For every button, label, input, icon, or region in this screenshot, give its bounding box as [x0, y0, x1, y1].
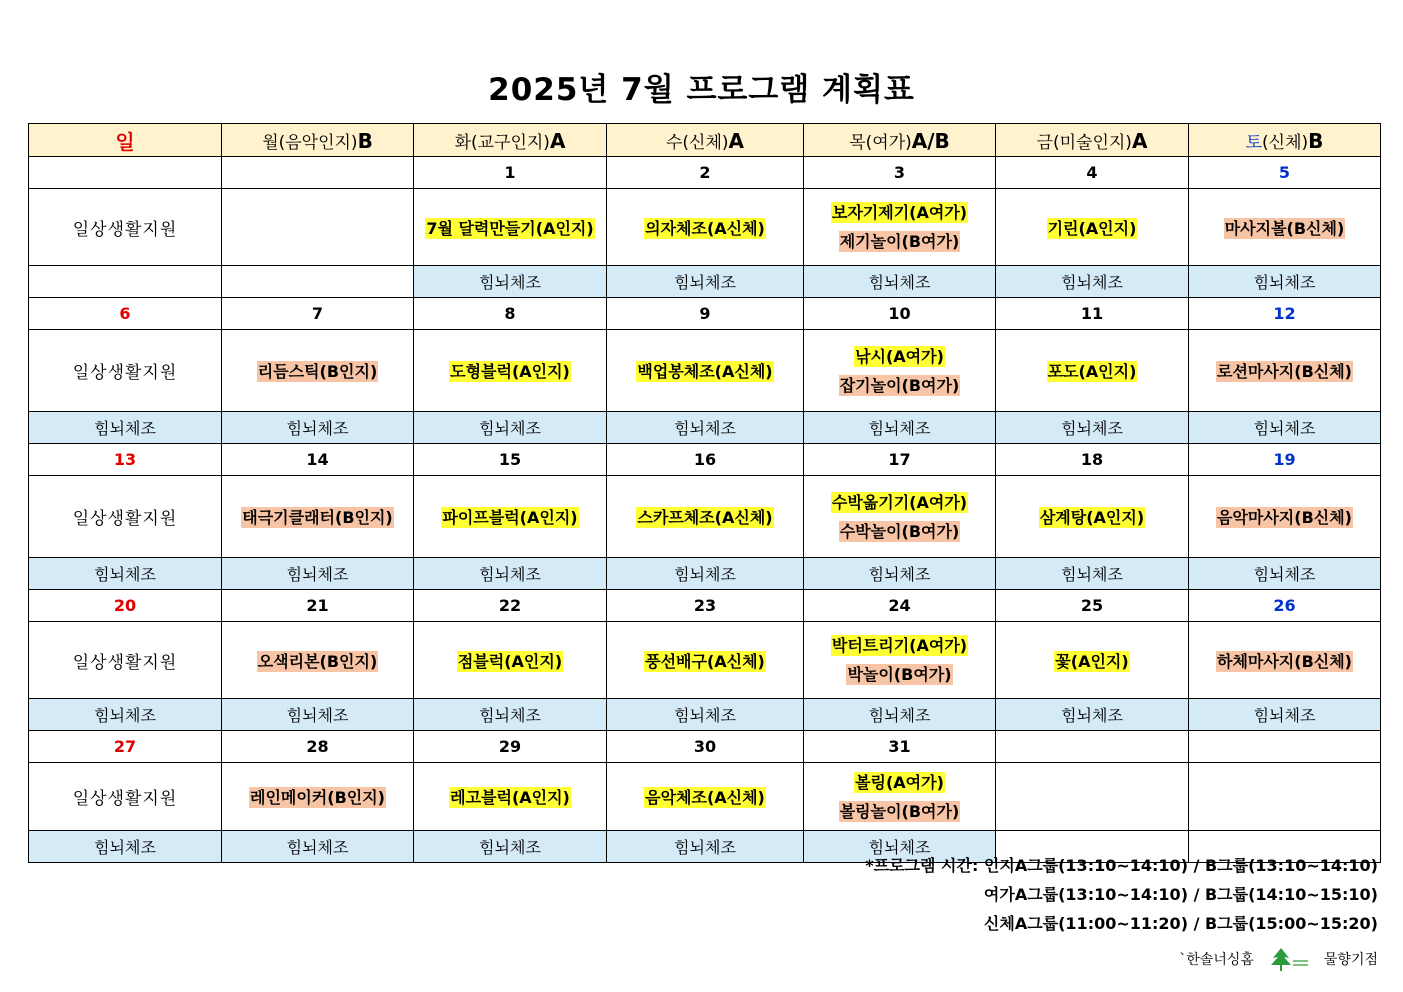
activity-cell: [996, 763, 1189, 831]
activity-label: 일상생활지원: [72, 219, 178, 240]
date-cell: 11: [996, 298, 1189, 330]
exercise-row: [29, 699, 1381, 731]
activity-label: 레인메이커(B인지): [249, 788, 385, 807]
exercise-cell: 힘뇌체조: [222, 699, 414, 731]
branch-name: 물향기점: [1323, 952, 1378, 968]
activity-label: 음악마사지(B신체): [1216, 508, 1352, 527]
exercise-cell: 힘뇌체조: [1189, 699, 1381, 731]
activity-cell: [607, 622, 804, 699]
activity-label: 낚시(A여가): [855, 346, 944, 366]
date-cell: 20: [29, 590, 222, 622]
date-cell: 9: [607, 298, 804, 330]
activity-cell: [414, 189, 607, 266]
activity-label: 박놀이(B여가): [847, 665, 952, 684]
activity-label: 삼계탕(A인지): [1039, 508, 1145, 527]
activity-label: 파이프블럭(A인지): [442, 508, 578, 527]
exercise-cell: 힘뇌체조: [29, 699, 222, 731]
daily-support-cell: [29, 763, 222, 831]
activity-cell: [222, 189, 414, 266]
exercise-cell: 힘뇌체조: [1189, 412, 1381, 444]
date-cell: 24: [804, 590, 996, 622]
activity-cell: [607, 189, 804, 266]
activity-label: 잡기놀이(B여가): [839, 375, 960, 395]
date-cell: 15: [414, 444, 607, 476]
activity-cell: [996, 476, 1189, 558]
activity-label: 오색리본(B인지): [257, 651, 378, 671]
activity-label: 수박옮기기(A여가): [831, 492, 968, 512]
activity-cell: [222, 763, 414, 831]
exercise-cell: 힘뇌체조: [607, 412, 804, 444]
exercise-cell: 힘뇌체조: [804, 831, 996, 863]
header-monday: 월(음악인지)B: [222, 124, 414, 157]
activity-cell: [996, 330, 1189, 412]
note-line: 신체A그룹(11:00~11:20) / B그룹(15:00~15:20): [983, 914, 1378, 933]
exercise-cell: 힘뇌체조: [996, 266, 1189, 298]
activity-label: 볼링(A여가): [855, 772, 944, 792]
activity-cell: [222, 330, 414, 412]
exercise-cell: 힘뇌체조: [29, 558, 222, 590]
activity-row: [29, 189, 1381, 266]
exercise-cell: 힘뇌체조: [29, 831, 222, 863]
exercise-cell: 힘뇌체조: [804, 412, 996, 444]
page-title: 2025년 7월 프로그램 계획표: [488, 72, 915, 108]
date-cell: 3: [804, 157, 996, 189]
date-cell: 2: [607, 157, 804, 189]
date-row: [29, 444, 1381, 476]
activity-label: 볼링놀이(B여가): [839, 801, 960, 821]
date-cell: 5: [1189, 157, 1381, 189]
date-cell: 19: [1189, 444, 1381, 476]
exercise-cell: 힘뇌체조: [804, 699, 996, 731]
date-cell: [1189, 731, 1381, 763]
header-sunday: 일: [29, 124, 222, 157]
activity-label: 일상생활지원: [72, 789, 178, 809]
program-calendar: [28, 123, 1381, 863]
activity-cell: [1189, 330, 1381, 412]
date-row: [29, 298, 1381, 330]
header-row: [29, 124, 1381, 157]
exercise-cell: [222, 266, 414, 298]
exercise-cell: 힘뇌체조: [607, 699, 804, 731]
date-cell: 4: [996, 157, 1189, 189]
activity-cell: [607, 330, 804, 412]
activity-cell: [414, 330, 607, 412]
header-thursday: 목(여가)A/B: [804, 124, 996, 157]
activity-cell: [222, 622, 414, 699]
date-cell: 14: [222, 444, 414, 476]
activity-label: 포도(A인지): [1047, 362, 1137, 381]
activity-cell: [996, 622, 1189, 699]
exercise-cell: 힘뇌체조: [607, 266, 804, 298]
activity-label: 꽃(A인지): [1055, 651, 1129, 671]
activity-label: 기린(A인지): [1047, 218, 1137, 238]
facility-name: `한솔너싱홈: [1179, 952, 1254, 968]
date-cell: 27: [29, 731, 222, 763]
activity-cell: [414, 622, 607, 699]
exercise-cell: 힘뇌체조: [414, 558, 607, 590]
activity-label: 마사지볼(B신체): [1224, 218, 1345, 238]
activity-cell: [1189, 189, 1381, 266]
daily-support-cell: [29, 476, 222, 558]
activity-row: [29, 330, 1381, 412]
activity-cell: [222, 476, 414, 558]
exercise-cell: 힘뇌체조: [29, 412, 222, 444]
activity-label: 풍선배구(A신체): [645, 651, 765, 671]
activity-cell: [804, 330, 996, 412]
daily-support-cell: [29, 330, 222, 412]
activity-label: 백업봉체조(A신체): [637, 362, 773, 381]
activity-row: [29, 622, 1381, 699]
activity-cell: [804, 622, 996, 699]
activity-cell: [414, 476, 607, 558]
exercise-cell: 힘뇌체조: [996, 699, 1189, 731]
date-cell: 30: [607, 731, 804, 763]
exercise-cell: 힘뇌체조: [996, 558, 1189, 590]
activity-label: 스카프체조(A신체): [637, 508, 773, 527]
program-time-notes: [865, 851, 1378, 938]
header-friday: 금(미술인지)A: [996, 124, 1189, 157]
date-row: [29, 157, 1381, 189]
activity-label: 7월 달력만들기(A인지): [426, 218, 594, 238]
activity-label: 일상생활지원: [72, 509, 178, 529]
date-cell: 21: [222, 590, 414, 622]
activity-label: 레고블럭(A인지): [450, 788, 570, 807]
activity-cell: [804, 763, 996, 831]
date-cell: 12: [1189, 298, 1381, 330]
activity-label: 수박놀이(B여가): [839, 521, 960, 541]
activity-cell: [607, 476, 804, 558]
activity-cell: [1189, 763, 1381, 831]
date-cell: 18: [996, 444, 1189, 476]
exercise-cell: 힘뇌체조: [1189, 558, 1381, 590]
date-row: [29, 590, 1381, 622]
exercise-cell: 힘뇌체조: [607, 558, 804, 590]
exercise-cell: 힘뇌체조: [804, 558, 996, 590]
activity-label: 일상생활지원: [72, 363, 178, 383]
date-row: [29, 731, 1381, 763]
activity-cell: [1189, 622, 1381, 699]
exercise-row: [29, 558, 1381, 590]
exercise-cell: 힘뇌체조: [414, 831, 607, 863]
date-cell: [222, 157, 414, 189]
daily-support-cell: [29, 189, 222, 266]
activity-label: 일상생활지원: [72, 652, 178, 673]
date-cell: 23: [607, 590, 804, 622]
exercise-cell: 힘뇌체조: [1189, 266, 1381, 298]
tree-logo-icon: [1268, 946, 1310, 972]
activity-cell: [607, 763, 804, 831]
date-cell: 13: [29, 444, 222, 476]
date-cell: 29: [414, 731, 607, 763]
activity-label: 음악체조(A신체): [645, 788, 765, 807]
activity-label: 보자기제기(A여가): [831, 203, 968, 222]
activity-label: 리듬스틱(B인지): [257, 362, 378, 381]
date-cell: 28: [222, 731, 414, 763]
header-saturday: 토(신체)B: [1189, 124, 1381, 157]
date-cell: 16: [607, 444, 804, 476]
activity-cell: [996, 189, 1189, 266]
footer: [1179, 946, 1378, 972]
date-cell: 10: [804, 298, 996, 330]
date-cell: [29, 157, 222, 189]
date-cell: 8: [414, 298, 607, 330]
exercise-cell: 힘뇌체조: [607, 831, 804, 863]
activity-cell: [414, 763, 607, 831]
exercise-row: [29, 266, 1381, 298]
date-cell: 17: [804, 444, 996, 476]
exercise-cell: [29, 266, 222, 298]
activity-label: 로션마사지(B신체): [1216, 362, 1352, 381]
exercise-cell: 힘뇌체조: [804, 266, 996, 298]
exercise-cell: 힘뇌체조: [222, 558, 414, 590]
exercise-cell: 힘뇌체조: [414, 412, 607, 444]
activity-label: 의자체조(A신체): [645, 218, 765, 238]
date-cell: 22: [414, 590, 607, 622]
date-cell: 25: [996, 590, 1189, 622]
activity-cell: [804, 189, 996, 266]
date-cell: 26: [1189, 590, 1381, 622]
activity-label: 도형블럭(A인지): [450, 362, 570, 381]
activity-label: 박터트리기(A여가): [831, 636, 968, 655]
calendar-body: [29, 157, 1381, 863]
date-cell: 7: [222, 298, 414, 330]
date-cell: 1: [414, 157, 607, 189]
header-wednesday: 수(신체)A: [607, 124, 804, 157]
note-line: 여가A그룹(13:10~14:10) / B그룹(14:10~15:10): [983, 885, 1378, 904]
date-cell: 6: [29, 298, 222, 330]
exercise-cell: 힘뇌체조: [414, 266, 607, 298]
activity-label: 하체마사지(B신체): [1216, 651, 1352, 671]
activity-cell: [804, 476, 996, 558]
activity-cell: [1189, 476, 1381, 558]
activity-label: 점블럭(A인지): [457, 651, 563, 671]
activity-label: 태극기클래터(B인지): [242, 508, 393, 527]
exercise-cell: 힘뇌체조: [414, 699, 607, 731]
activity-row: [29, 476, 1381, 558]
header-tuesday: 화(교구인지)A: [414, 124, 607, 157]
exercise-cell: 힘뇌체조: [996, 412, 1189, 444]
exercise-row: [29, 412, 1381, 444]
note-line: *프로그램 시간: 인지A그룹(13:10~14:10) / B그룹(13:10~14:10): [865, 856, 1378, 875]
date-cell: 31: [804, 731, 996, 763]
activity-row: [29, 763, 1381, 831]
activity-label: 제기놀이(B여가): [839, 232, 960, 251]
exercise-cell: 힘뇌체조: [222, 412, 414, 444]
date-cell: [996, 731, 1189, 763]
exercise-cell: 힘뇌체조: [222, 831, 414, 863]
daily-support-cell: [29, 622, 222, 699]
